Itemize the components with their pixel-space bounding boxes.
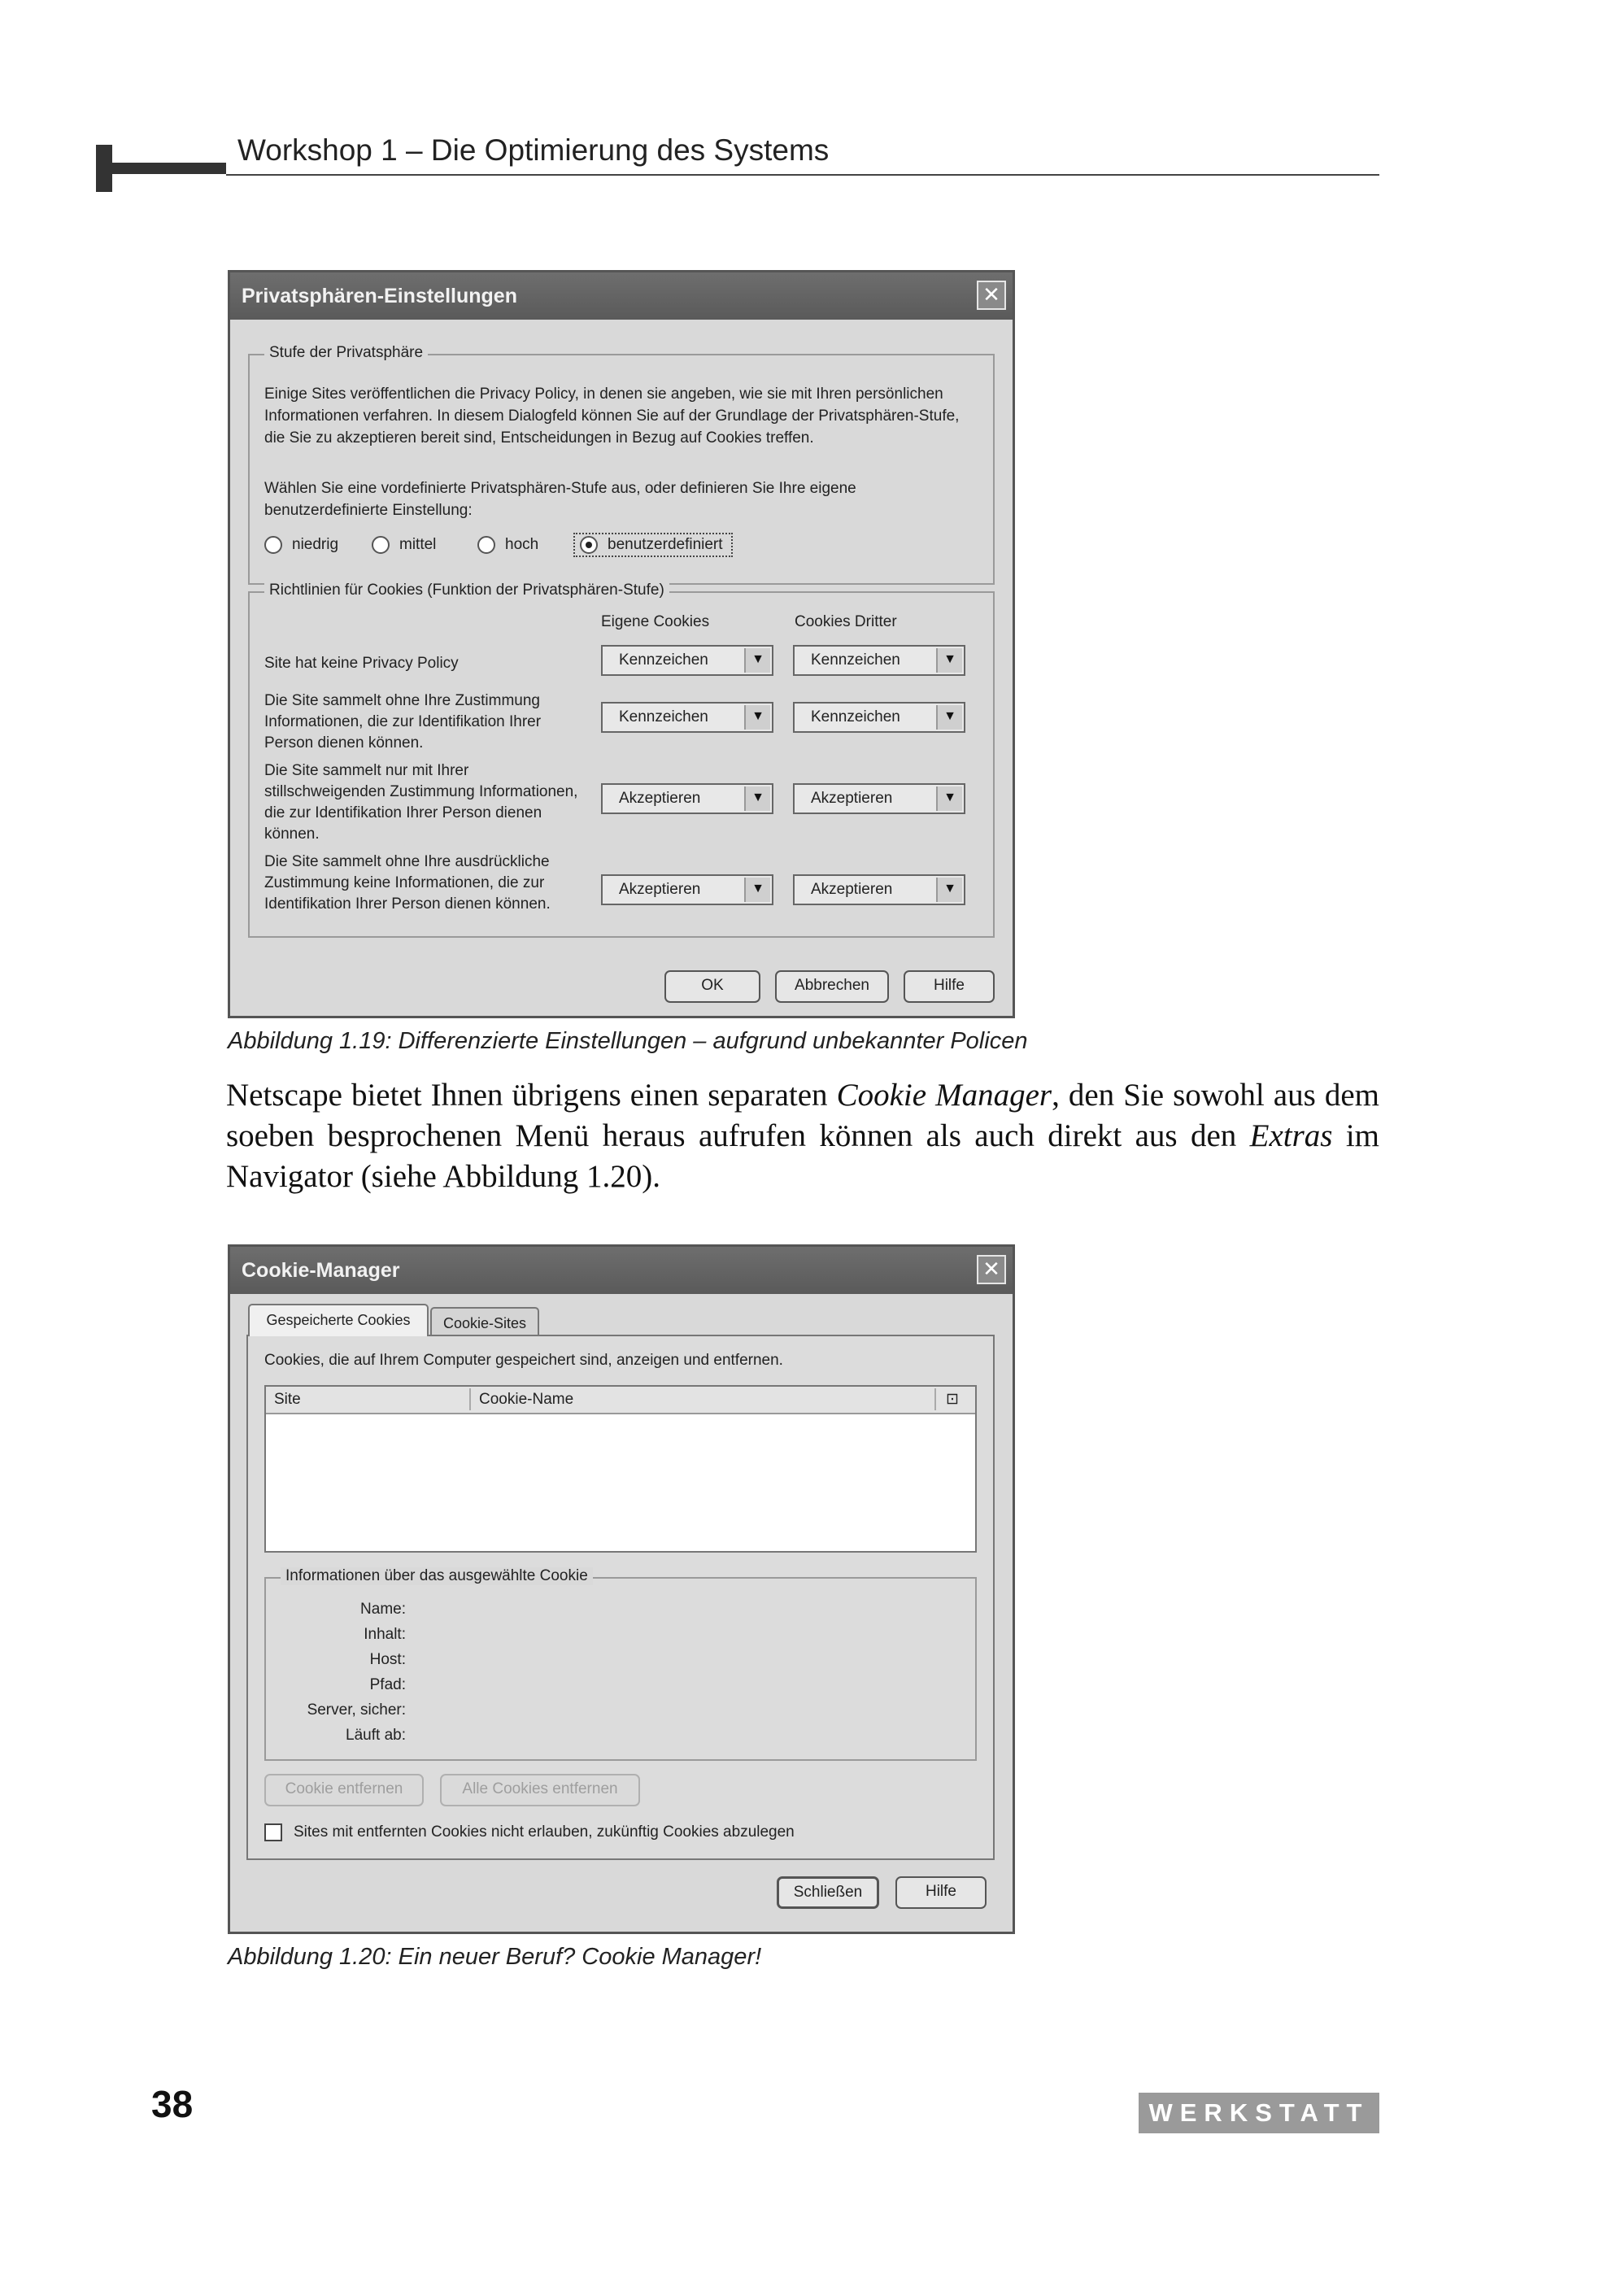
info-field-name: Name: [360, 1601, 406, 1618]
privacy-dialog-titlebar [230, 272, 1013, 320]
emphasis-extras: Extras [1249, 1118, 1333, 1153]
remove-all-cookies-button[interactable]: Alle Cookies entfernen [440, 1774, 640, 1806]
chevron-down-icon: ▼ [744, 786, 770, 811]
third-party-cookie-select[interactable]: Kennzeichen ▼ [793, 702, 965, 733]
policy-row-label: Die Site sammelt ohne Ihre Zustimmung Informationen, die zur Identifikation Ihrer Person dienen können. [264, 692, 542, 752]
cookie-policy-group-label: Richtlinien für Cookies (Funktion der Privatsphären-Stufe) [264, 582, 669, 599]
chevron-down-icon: ▼ [936, 786, 962, 811]
radio-circle [372, 536, 390, 554]
chevron-down-icon: ▼ [936, 648, 962, 673]
own-cookie-select[interactable]: Kennzeichen ▼ [601, 645, 773, 676]
privacy-instruction-text: Wählen Sie eine vordefinierte Privatsphären-Stufe aus, oder definieren Sie Ihre eigene benutzerdefinierte Einstellung: [264, 480, 856, 519]
cancel-button[interactable]: Abbrechen [775, 970, 889, 1003]
column-third-party-cookies: Cookies Dritter [795, 613, 897, 630]
cookie-manager-titlebar [230, 1247, 1013, 1294]
column-picker-icon[interactable]: ⊡ [946, 1391, 959, 1408]
privacy-level-group [248, 344, 995, 585]
info-field-host: Host: [369, 1651, 406, 1668]
chevron-down-icon: ▼ [744, 705, 770, 730]
ok-button[interactable]: OK [664, 970, 760, 1003]
radio-hoch[interactable]: hoch [477, 536, 538, 554]
info-field-path: Pfad: [369, 1676, 406, 1693]
figure-caption-1-19: Abbildung 1.19: Differenzierte Einstellungen – aufgrund unbekannter Policen [228, 1028, 1028, 1054]
help-button[interactable]: Hilfe [904, 970, 995, 1003]
radio-circle [477, 536, 495, 554]
own-cookie-select[interactable]: Kennzeichen ▼ [601, 702, 773, 733]
publisher-brand: WERKSTATT [1139, 2093, 1379, 2133]
block-removed-sites-checkbox[interactable] [264, 1821, 795, 1843]
tab-panel [246, 1335, 995, 1860]
own-cookie-select[interactable]: Akzeptieren ▼ [601, 783, 773, 814]
tab-cookie-sites[interactable]: Cookie-Sites [430, 1307, 539, 1336]
info-field-expires: Läuft ab: [346, 1727, 406, 1744]
info-field-content: Inhalt: [364, 1626, 406, 1643]
running-header-title: Workshop 1 – Die Optimierung des Systems [237, 133, 830, 167]
cookie-list-header [266, 1387, 975, 1414]
chevron-down-icon: ▼ [744, 648, 770, 673]
tab-stored-cookies[interactable]: Gespeicherte Cookies [248, 1304, 429, 1336]
column-own-cookies: Eigene Cookies [601, 613, 710, 630]
help-button[interactable]: Hilfe [895, 1876, 987, 1909]
policy-row-label: Site hat keine Privacy Policy [264, 655, 459, 672]
radio-benutzerdefiniert[interactable]: benutzerdefiniert [573, 533, 733, 557]
checkbox-label: Sites mit entfernten Cookies nicht erlauben, zukünftig Cookies abzulegen [294, 1823, 795, 1841]
radio-niedrig[interactable]: niedrig [264, 536, 338, 554]
chevron-down-icon: ▼ [744, 878, 770, 902]
third-party-cookie-select[interactable]: Akzeptieren ▼ [793, 874, 965, 905]
close-button[interactable]: Schließen [777, 1876, 879, 1909]
radio-circle [264, 536, 282, 554]
cookie-manager-dialog [228, 1244, 1015, 1934]
policy-row-label: Die Site sammelt nur mit Ihrer stillschweigenden Zustimmung Informationen, die zur Identifikation Ihrer Person dienen können. [264, 762, 578, 843]
policy-row-label: Die Site sammelt ohne Ihre ausdrückliche Zustimmung keine Informationen, die zur Identifikation Ihrer Person dienen können. [264, 853, 551, 913]
radio-mittel[interactable]: mittel [372, 536, 436, 554]
cookie-info-group [264, 1567, 977, 1761]
cookie-manager-title: Cookie-Manager [242, 1259, 400, 1282]
page-number: 38 [151, 2083, 194, 2125]
body-paragraph: Netscape bietet Ihnen übrigens einen separaten Cookie Manager, den Sie sowohl aus dem soeben besprochenen Menü heraus aufrufen können als auch direkt aus den Extras im Navigator (siehe Abbildung 1.20). [226, 1078, 1380, 1194]
figure-caption-1-20: Abbildung 1.20: Ein neuer Beruf? Cookie Manager! [228, 1944, 762, 1970]
remove-cookie-button[interactable]: Cookie entfernen [264, 1774, 424, 1806]
header-bar [96, 163, 226, 174]
chevron-down-icon: ▼ [936, 878, 962, 902]
emphasis-cookie-manager: Cookie Manager [836, 1078, 1052, 1113]
info-field-secure: Server, sicher: [307, 1701, 406, 1719]
privacy-level-group-label: Stufe der Privatsphäre [264, 344, 428, 362]
cookie-info-group-label: Informationen über das ausgewählte Cookie [281, 1567, 593, 1585]
header-rule [226, 174, 1379, 176]
checkbox-box [264, 1823, 282, 1841]
cookie-policy-group [248, 582, 995, 938]
cookie-list[interactable] [264, 1385, 977, 1553]
chevron-down-icon: ▼ [936, 705, 962, 730]
third-party-cookie-select[interactable]: Akzeptieren ▼ [793, 783, 965, 814]
close-icon[interactable]: ✕ [977, 281, 1006, 310]
column-site[interactable]: Site [274, 1388, 471, 1410]
radio-circle-selected [580, 536, 598, 554]
own-cookie-select[interactable]: Akzeptieren ▼ [601, 874, 773, 905]
privacy-intro-text: Einige Sites veröffentlichen die Privacy Policy, in denen sie angeben, wie sie mit Ihren persönlichen Informationen verfahren. In diesem Dialogfeld können Sie auf der Grundlage der Privatsphären-Stufe, die Sie zu akzeptieren bereit sind, Entscheidungen in Bezug auf Cookies treffen. [264, 386, 960, 447]
privacy-settings-dialog [228, 270, 1015, 1018]
third-party-cookie-select[interactable]: Kennzeichen ▼ [793, 645, 965, 676]
privacy-dialog-title: Privatsphären-Einstellungen [242, 285, 517, 307]
column-cookie-name[interactable]: Cookie-Name [479, 1388, 936, 1410]
close-icon[interactable]: ✕ [977, 1255, 1006, 1284]
cookie-manager-description: Cookies, die auf Ihrem Computer gespeichert sind, anzeigen und entfernen. [264, 1352, 783, 1369]
